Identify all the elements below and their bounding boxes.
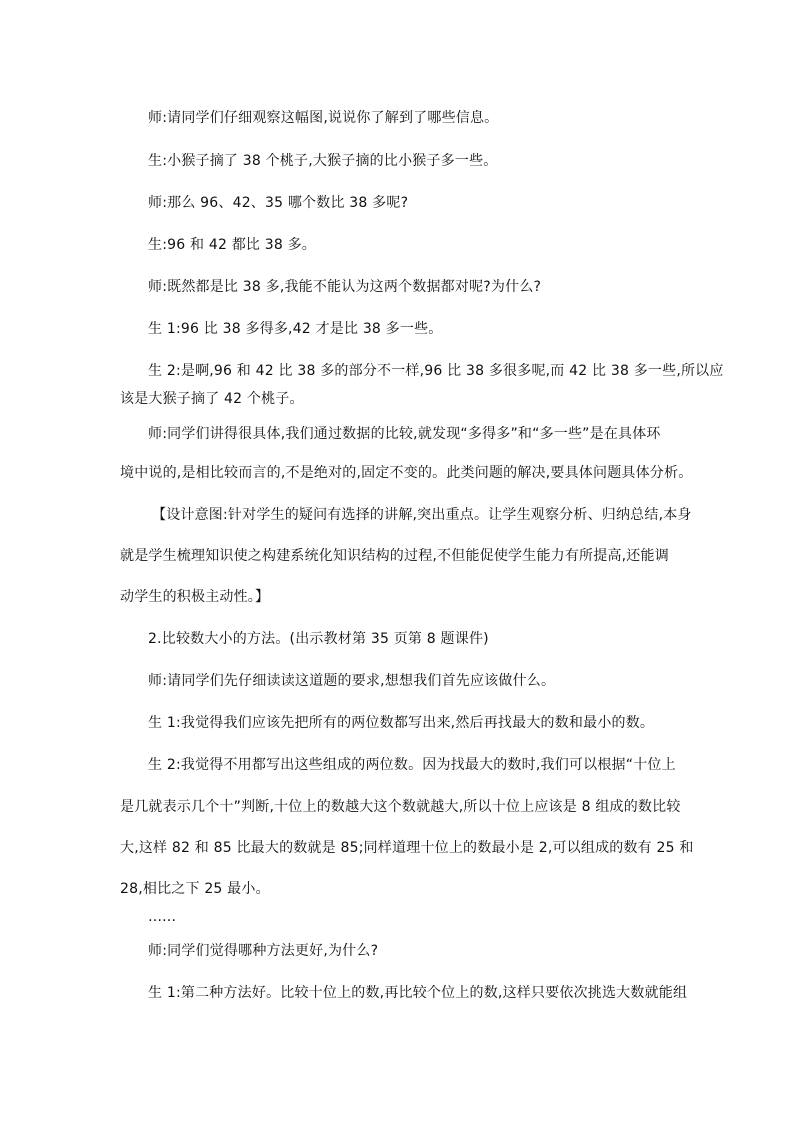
text-line: 28,相比之下 25 最小。 — [120, 881, 270, 897]
text-line: 该是大猴子摘了 42 个桃子。 — [120, 391, 304, 407]
text-line: 师:请同学们先仔细读读这道题的要求,想想我们首先应该做什么。 — [148, 673, 556, 689]
text-line: 师:同学们讲得很具体,我们通过数据的比较,就发现“多得多”和“多一些”是在具体环 — [148, 426, 661, 442]
text-line: 师:同学们觉得哪种方法更好,为什么? — [148, 943, 379, 959]
text-line: 是几就表示几个十”判断,十位上的数越大这个数就越大,所以十位上应该是 8 组成的数比较 — [120, 799, 681, 815]
text-line: 师:那么 96、42、35 哪个数比 38 多呢? — [148, 195, 409, 211]
text-line: 生 1:我觉得我们应该先把所有的两位数都写出来,然后再找最大的数和最小的数。 — [148, 715, 655, 731]
text-line: 师:请同学们仔细观察这幅图,说说你了解到了哪些信息。 — [148, 110, 499, 126]
text-line: 境中说的,是相比较而言的,不是绝对的,固定不变的。此类问题的解决,要具体问题具体分析。 — [120, 465, 693, 481]
design-note-line: 动学生的积极主动性。】 — [120, 589, 270, 605]
section-heading: 2.比较数大小的方法。(出示教材第 35 页第 8 题课件) — [148, 631, 489, 647]
text-line: 师:既然都是比 38 多,我能不能认为这两个数据都对呢?为什么? — [148, 279, 542, 295]
text-line: 生:96 和 42 都比 38 多。 — [148, 237, 317, 253]
text-line: 生 1:96 比 38 多得多,42 才是比 38 多一些。 — [148, 321, 443, 337]
text-line: 生 2:是啊,96 和 42 比 38 多的部分不一样,96 比 38 多很多呢,而 42 比 38 多一些,所以应 — [148, 363, 724, 379]
ellipsis: …… — [148, 909, 176, 925]
text-line: 生 2:我觉得不用都写出这些组成的两位数。因为找最大的数时,我们可以根据“十位上 — [148, 757, 676, 773]
design-note-line: 就是学生梳理知识使之构建系统化知识结构的过程,不但能促使学生能力有所提高,还能调 — [120, 548, 669, 564]
design-note-line: 【设计意图:针对学生的疑问有选择的讲解,突出重点。让学生观察分析、归纳总结,本身 — [152, 507, 692, 523]
text-line: 大,这样 82 和 85 比最大的数就是 85;同样道理十位上的数最小是 2,可以组成的数有 25 和 — [120, 840, 694, 856]
text-line: 生 1:第二种方法好。比较十位上的数,再比较个位上的数,这样只要依次挑选大数就能组 — [148, 985, 688, 1001]
text-line: 生:小猴子摘了 38 个桃子,大猴子摘的比小猴子多一些。 — [148, 153, 498, 169]
